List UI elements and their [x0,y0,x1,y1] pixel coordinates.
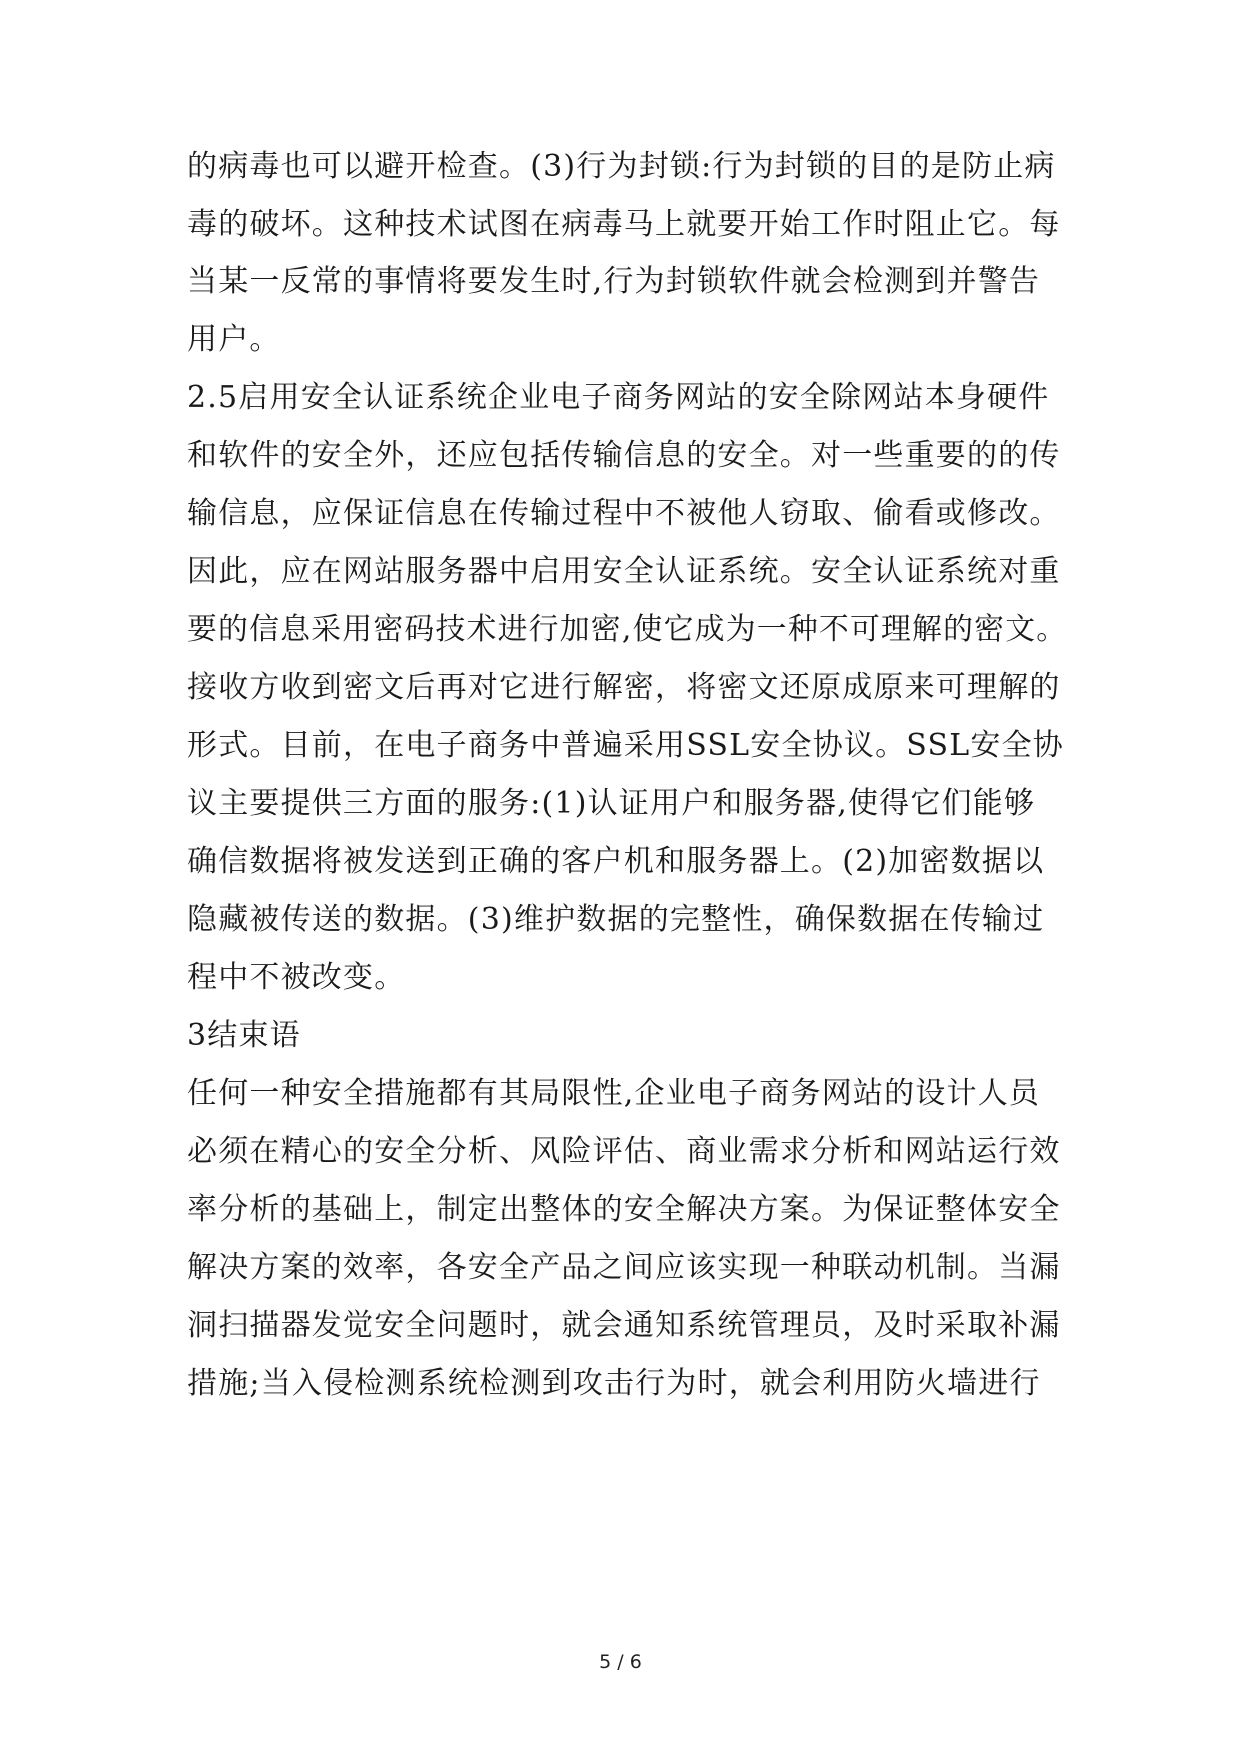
section-heading-3: 3结束语 [187,1018,301,1053]
text-line: 率分析的基础上，制定出整体的安全解决方案。为保证整体安全 [187,1192,1061,1227]
text-line: 因此，应在网站服务器中启用安全认证系统。安全认证系统对重 [187,554,1061,589]
text-line: 和软件的安全外，还应包括传输信息的安全。对一些重要的的传 [187,438,1061,473]
text-line: 洞扫描器发觉安全问题时，就会通知系统管理员，及时采取补漏 [187,1308,1061,1343]
text-line: 的病毒也可以避开检查。(3)行为封锁:行为封锁的目的是防止病 [187,149,1056,184]
section-heading-2-5: 2.5启用安全认证系统企业电子商务网站的安全除网站本身硬件 [187,380,1050,415]
text-line: 议主要提供三方面的服务:(1)认证用户和服务器,使得它们能够 [187,786,1036,821]
text-line: 措施;当入侵检测系统检测到攻击行为时，就会利用防火墙进行 [187,1366,1041,1401]
text-line: 程中不被改变。 [187,960,406,995]
text-line: 形式。目前，在电子商务中普遍采用SSL安全协议。SSL安全协 [187,728,1064,763]
text-line: 用户。 [187,322,281,357]
text-line: 确信数据将被发送到正确的客户机和服务器上。(2)加密数据以 [187,844,1045,879]
text-line: 要的信息采用密码技术进行加密,使它成为一种不可理解的密文。 [187,612,1068,647]
text-line: 毒的破坏。这种技术试图在病毒马上就要开始工作时阻止它。每 [187,207,1061,242]
text-line: 隐藏被传送的数据。(3)维护数据的完整性，确保数据在传输过 [187,902,1045,937]
text-line: 输信息，应保证信息在传输过程中不被他人窃取、偷看或修改。 [187,496,1061,531]
text-line: 必须在精心的安全分析、风险评估、商业需求分析和网站运行效 [187,1134,1061,1169]
text-line: 解决方案的效率，各安全产品之间应该实现一种联动机制。当漏 [187,1250,1061,1285]
text-line: 当某一反常的事情将要发生时,行为封锁软件就会检测到并警告 [187,264,1041,299]
text-line: 任何一种安全措施都有其局限性,企业电子商务网站的设计人员 [187,1076,1041,1111]
text-line: 接收方收到密文后再对它进行解密，将密文还原成原来可理解的 [187,670,1061,705]
page-number: 5 / 6 [599,1651,642,1673]
